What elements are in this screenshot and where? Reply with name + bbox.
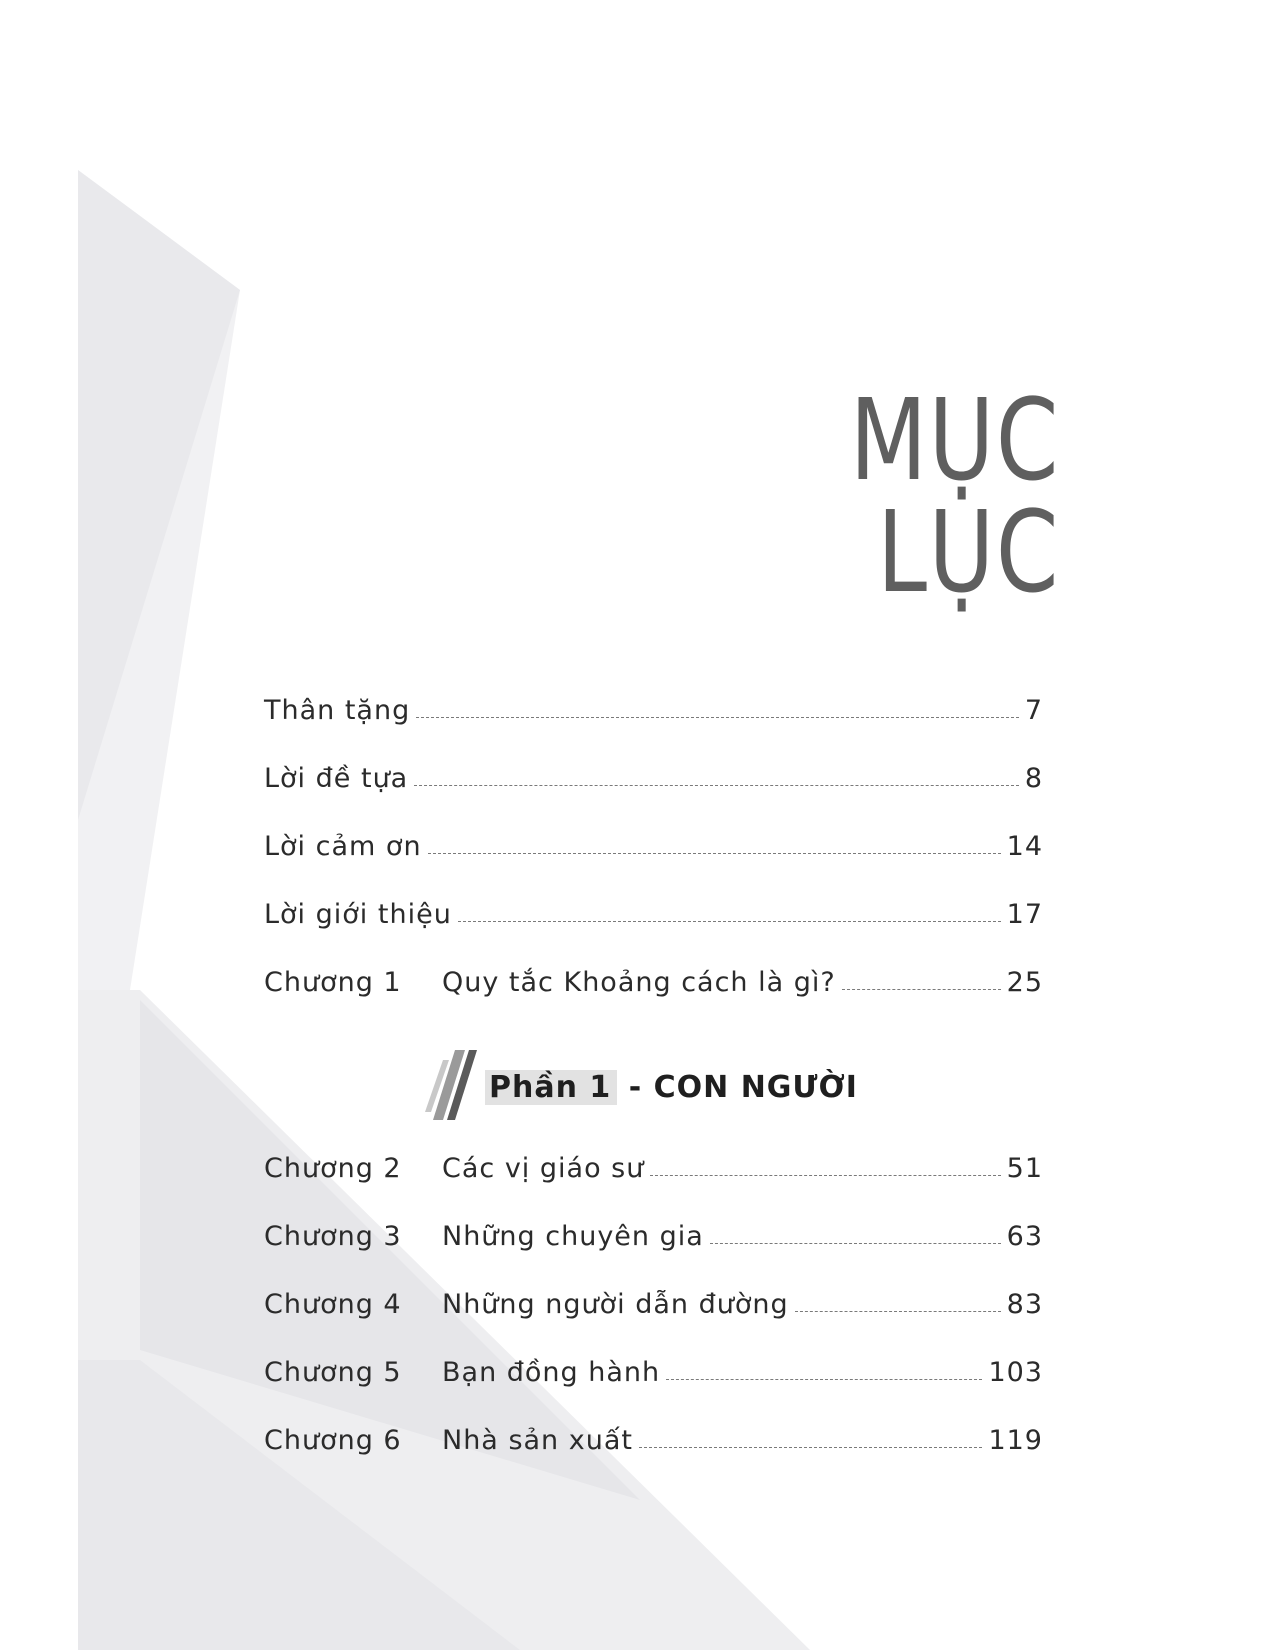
chapter-number: Chương 6 [264,1425,402,1456]
toc-entry-page: 17 [1006,899,1043,930]
toc-entry[interactable] [264,818,1043,862]
toc-entry[interactable] [264,750,1043,794]
chapter-title: Bạn đồng hành [442,1357,661,1388]
toc-entry-page: 8 [1024,763,1043,794]
part-label: Phần 1 [485,1070,617,1105]
chapter-title: Những chuyên gia [442,1221,704,1252]
part-separator: - [628,1070,643,1105]
toc-entry[interactable] [264,886,1043,930]
dot-leader [795,1311,1001,1312]
chapter-number: Chương 3 [264,1221,402,1252]
toc-chapter-entry[interactable] [264,1412,1043,1456]
chapter-page: 103 [988,1357,1043,1388]
toc-chapter-entry[interactable] [264,1208,1043,1252]
toc-chapter-entry[interactable] [264,954,1043,998]
toc-entry[interactable] [264,682,1043,726]
dot-leader [842,989,1001,990]
toc-entry-label: Lời đề tựa [264,763,409,794]
chapter-title: Nhà sản xuất [442,1425,633,1456]
chapter-page: 119 [988,1425,1043,1456]
chapter-page: 63 [1006,1221,1043,1252]
chapter-page: 25 [1006,967,1043,998]
chapter-number: Chương 5 [264,1357,402,1388]
chapter-title: Các vị giáo sư [442,1153,645,1184]
chapter-page: 83 [1006,1289,1043,1320]
dot-leader [650,1175,1000,1176]
dot-leader [414,785,1019,786]
toc-chapter-entry[interactable] [264,1344,1043,1388]
chapter-number: Chương 2 [264,1153,402,1184]
dot-leader [710,1243,1001,1244]
dot-leader [458,921,1001,922]
chapter-title: Quy tắc Khoảng cách là gì? [442,967,836,998]
page-title: MỤC LỤC [849,376,1060,618]
toc-entry-label: Thân tặng [264,695,411,726]
dot-leader [416,717,1019,718]
dot-leader [639,1447,982,1448]
toc-entry-page: 14 [1006,831,1043,862]
chapter-number: Chương 4 [264,1289,402,1320]
toc-chapter-entry[interactable] [264,1140,1043,1184]
toc-entry-label: Lời cảm ơn [264,831,422,862]
part-heading-text [485,1070,858,1105]
toc-entry-label: Lời giới thiệu [264,899,452,930]
dot-leader [428,853,1001,854]
part-heading [425,1050,858,1120]
dot-leader [666,1379,982,1380]
chapter-page: 51 [1006,1153,1043,1184]
chapter-title: Những người dẫn đường [442,1289,789,1320]
toc-chapter-entry[interactable] [264,1276,1043,1320]
toc-entry-page: 7 [1024,695,1043,726]
part-title: CON NGƯỜI [653,1070,858,1105]
chapter-number: Chương 1 [264,967,402,998]
